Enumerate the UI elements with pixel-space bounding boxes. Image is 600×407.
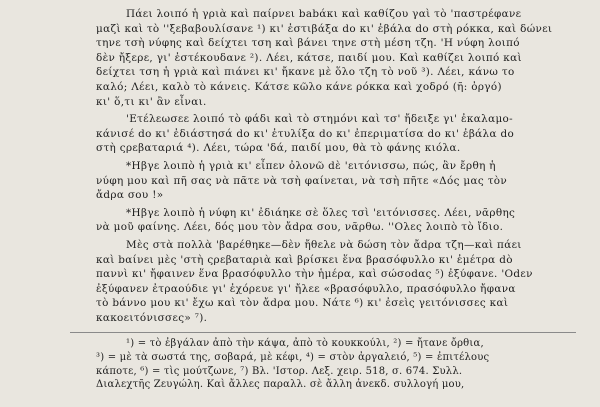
footnote-line: Διαλεχτῆς Ζευγώλη. Καὶ ἄλλες παραλλ. σὲ ἄλλη ἀνεκδ. συλλογή μου, (96, 379, 465, 391)
paragraph-1 (96, 7, 572, 109)
text-line: ἄdρα σου !» (96, 189, 164, 202)
footnote-line: ³) = μὲ τὰ σωστά της, σοβαρά, μὲ κέφι, ⁴) = στὸν ἀργαλειό, ⁵) = ἐπιτέλους (96, 351, 490, 363)
text-line: δὲν ἤξερε, γι' ἐστέκουδανε ²). Λέει, κάτσε, παιδί μου. Καὶ καθίζει λοιπό καὶ (96, 51, 522, 64)
paragraph-4 (96, 206, 572, 235)
text-line: ἐξύφανεν ἐτραούδιε γι' ἐχόρευε γι' ἤλεε «βρασόφυλλο, πρασόφυλλο ἤφανα (96, 282, 516, 295)
text-line: *Ηβγε λοιπὸ ἡ γριὰ κι' εἶπεν ὀλονῶ dὲ 'ειτόνισσω, πώς, ἂν ἔρθη ἡ (126, 159, 496, 172)
text-line: νύφη μου καὶ πῆ σας νὰ πᾶτε νὰ τσὴ φαίνεται, νὰ τσὴ πῆτε «Δός μας τὸν (96, 174, 508, 187)
text-line: καὶ bαίνει μὲς 'στὴ ςρεβαταριὰ καὶ βρίσκει ἕνα βρασόφυλλο κι' ἐμέτρα dὸ (96, 253, 513, 266)
text-line: Μὲς στὰ πολλὰ 'βαρέθηκε—δὲν ἤθελε νὰ δώση τὸν ἄdρα τζη—καὶ πάει (126, 238, 522, 251)
text-line: κάνισέ do κι' ἐδιάστησά do κι' ἐτυλίξα do κι' ἐπεριματίσα do κι' ἐβάλα do (96, 127, 515, 140)
text-line: *Ηβγε λοιπὸ ἡ νύφη κι' ἐδιάηκε σὲ ὅλες τσὶ 'ειτόνισσες. Λέει, νᾶρθης (126, 206, 516, 219)
text-line: τὸ bάννο μου κι' ἔχω καὶ τὸν ἄdρα μου. Νάτε ⁶) κι' ἐσεὶς γειτόνισσες καὶ (96, 297, 509, 310)
text-line: Πάει λοιπό ἡ γριὰ καὶ παίρνει babάκι καὶ καθίζου γαὶ τὸ 'παστρέφανε (126, 8, 522, 20)
text-line: μαζὶ καὶ τὸ ''ξεβαβουλίσανε ¹) κι' ἐστιβάξα do κι' ἐβάλα do στὴ ρόκκα, καὶ δώνει (96, 22, 553, 35)
text-line: δείχτει τση ἡ γριὰ καὶ πιάνει κι' ἤκανε μὲ ὅλο τζη τὸ νοῦ ³). Λέει, κάνω το (96, 66, 515, 79)
footnotes (96, 336, 580, 392)
text-line: στὴ ςρεβαταριά ⁴). Λέει, τώρα 'δά, παιδί μου, θὰ τὸ φάνης κιόλα. (96, 142, 461, 155)
text-line: καλό; Λέει, καλὸ τὸ κάνεις. Κάτσε κῶλο κάνε ρόκκα καὶ χοδρό (ῆ: ὀργό) (96, 80, 502, 93)
paragraph-2 (96, 112, 572, 156)
footnote-line: κάποτε, ⁶) = τὶς μούτζωνε, ⁷) Βλ. 'Ιστορ. Λεξ. χειρ. 518, σ. 674. Συλλ. (96, 365, 463, 377)
text-line: νὰ μοῦ φαίνης. Λέει, δός μου τὸν ἄdρα σου, νᾶρθω. ''Ολες λοιπὸ τὸ ἴδιο. (96, 221, 504, 234)
paragraph-5 (96, 238, 572, 326)
footnote-divider (70, 332, 576, 333)
text-line: κακοειτόνισσες» ⁷). (96, 311, 208, 324)
paragraph-3 (96, 159, 572, 203)
text-line: κι' ὅ,τι κι' ἂν εἶναι. (96, 95, 207, 108)
text-line: τηνε τσὴ νύφης καὶ δείχτει τση καὶ βάνει τηνε στὴ μέση τζη. 'Η νύφη λοιπό (96, 37, 520, 50)
text-line: παννὶ κι' ἤφαινεν ἕνα βρασόφυλλο τὴν ἡμέρα, καὶ σώσοdας ⁵) ἐξύφανε. 'Οdεν (96, 268, 533, 281)
text-line: 'Ετέλεωσεε λοιπό τὸ φάδι καὶ τὸ στημόνι καὶ τσ' ἤδειξε γι' ἐκαλαμο- (126, 113, 514, 126)
footnote-line: ¹) = τὸ ἐβγάλαν ἀπὸ τὴν κάψα, ἀπὸ τὸ κουκκούλι, ²) = ἤτανε ὄρθια, (126, 338, 484, 349)
